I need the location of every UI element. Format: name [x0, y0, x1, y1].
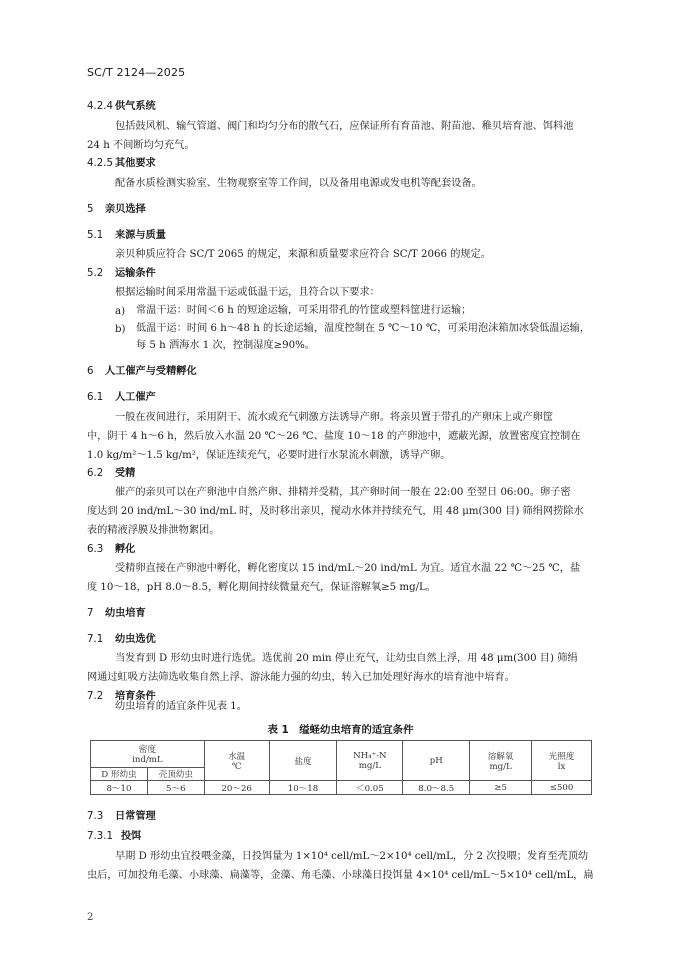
paragraph-line: 亲贝种质应符合 SC/T 2065 的规定，来源和质量要求应符合 SC/T 2066 的规定。: [115, 249, 491, 260]
paragraph-line: 早期 D 形幼虫宜投喂金藻，日投饵量为 1×10⁴ cell/mL～2×10⁴ cell/mL，分 2 次投喂；发育至壳顶幼: [115, 851, 589, 862]
section-title: 亲贝选择: [105, 204, 146, 215]
section-number: 6.2: [87, 468, 104, 479]
list-item-text: 低温干运：时间 6 h～48 h 的长途运输，温度控制在 5 ℃～10 ℃，可采用泡沫箱加冰袋低温运输，: [136, 323, 591, 334]
list-item-text: 常温干运：时间＜6 h 的短途运输，可采用带孔的竹筐或塑料筐进行运输；: [136, 305, 472, 316]
section-number: 7.2: [87, 691, 104, 702]
section-title: 培育条件: [115, 691, 156, 702]
header-unit: lx: [557, 761, 566, 772]
table-cell: 10～18: [269, 781, 337, 795]
section-6-2-heading: [87, 469, 135, 479]
header-d-larva: D 形幼虫: [91, 768, 148, 781]
paragraph-line: 度达到 20 ind/mL～30 ind/mL 时，及时移出亲贝，搅动水体并持续充气，用 48 μm(300 目) 筛绢网捞除水: [87, 506, 584, 517]
table-cell: 8.0～8.5: [403, 781, 470, 795]
paragraph-line: 当发育到 D 形幼虫时进行选优。选优前 20 min 停止充气，让幼虫自然上浮，用 48 μm(300 目) 筛绢: [115, 653, 578, 664]
section-title: 运输条件: [115, 268, 156, 279]
header-label: 光照度: [548, 751, 575, 762]
section-7-3-heading: [87, 812, 156, 822]
table-cell: 5～6: [147, 781, 204, 795]
header-umbo-larva: 壳顶幼虫: [147, 768, 204, 781]
paragraph-line: 度 10～18，pH 8.0～8.5，孵化期间持续微量充气，保证溶解氧≥5 mg/L。: [87, 582, 436, 593]
paragraph-line: 虫后，可加投角毛藻、小球藻、扁藻等，金藻、角毛藻、小球藻日投饵量 4×10⁴ cell/mL～5×10⁴ cell/mL，扁: [87, 870, 594, 881]
header-label: 溶解氧: [487, 751, 514, 762]
table-cell: ＜0.05: [337, 781, 403, 795]
table-cell: 20～26: [204, 781, 269, 795]
section-5-1-heading: [87, 231, 166, 241]
section-number: 5: [87, 204, 94, 215]
section-number: 5.2: [87, 268, 104, 279]
header-label: 密度: [138, 745, 156, 755]
conditions-table: [90, 740, 592, 795]
paragraph-line: 包括鼓风机、输气管道、阀门和均匀分布的散气石，应保证所有育苗池、附苗池、稚贝培育池、饵料池: [115, 121, 574, 132]
section-number: 6.3: [87, 544, 104, 555]
paragraph-line: 一般在夜间进行，采用阴干、流水或充气刺激方法诱导产卵。将亲贝置于带孔的产卵床上或产卵筐: [115, 412, 554, 423]
list-marker-b: b): [115, 324, 126, 335]
paragraph-line: 表的精液浮膜及排泄物絮团。: [87, 525, 220, 536]
header-illuminance: [532, 741, 592, 781]
section-7-heading: [87, 609, 146, 619]
section-title: 人工催产与受精孵化: [105, 366, 197, 377]
table-cell: ≤500: [532, 781, 592, 795]
section-4-2-4-heading: [87, 102, 156, 112]
section-title: 投饵: [121, 831, 142, 842]
section-title: 来源与质量: [115, 230, 166, 241]
header-label: NH₄⁺-N: [353, 750, 387, 761]
section-5-2-heading: [87, 269, 156, 279]
section-number: 4.2.4: [87, 101, 113, 112]
header-label: 水温: [228, 751, 246, 762]
section-6-1-heading: [87, 393, 156, 403]
paragraph-line: 受精卵直接在产卵池中孵化，孵化密度以 15 ind/mL～20 ind/mL 为宜。适宜水温 22 ℃～25 ℃，盐: [115, 563, 581, 574]
paragraph-line: 配备水质检测实验室、生物观察室等工作间，以及备用电源或发电机等配套设备。: [115, 178, 482, 189]
header-ph: pH: [403, 741, 470, 781]
paragraph-line: 根据运输时间采用常温干运或低温干运，且符合以下要求：: [115, 287, 380, 298]
section-number: 7.1: [87, 634, 104, 645]
paragraph-line: 网通过虹吸方法筛选收集自然上浮、游泳能力强的幼虫，转入已加处理好海水的培育池中培育。: [87, 672, 515, 683]
section-6-3-heading: [87, 545, 135, 555]
section-title: 幼虫培育: [105, 608, 146, 619]
paragraph-line: 幼虫培育的适宜条件见表 1。: [115, 701, 247, 712]
section-title: 受精: [115, 468, 136, 479]
table-cell: ≥5: [470, 781, 532, 795]
paragraph-line: 1.0 kg/m²～1.5 kg/m²，保证连续充气，必要时进行水泵流水刺激，诱导产卵。: [87, 450, 451, 461]
section-5-heading: [87, 205, 146, 215]
section-7-3-1-heading: [87, 832, 141, 842]
paragraph-line: 中，阴干 4 h～6 h，然后放入水温 20 ℃～26 ℃、盐度 10～18 的产卵池中，遮蔽光源，放置密度宜控制在: [87, 431, 581, 442]
section-6-heading: [87, 367, 197, 377]
section-number: 7.3: [87, 811, 104, 822]
header-unit: mg/L: [489, 761, 512, 772]
header-dissolved-oxygen: [470, 741, 532, 781]
list-marker-a: a): [115, 306, 126, 317]
section-title: 人工催产: [115, 392, 156, 403]
header-temperature: [204, 741, 269, 781]
page-number: 2: [87, 912, 94, 923]
paragraph-line: 催产的亲贝可以在产卵池中自然产卵、排精并受精，其产卵时间一般在 22:00 至翌日 06:00。卵子密: [115, 487, 571, 498]
header-unit: ind/mL: [132, 755, 163, 765]
section-title: 供气系统: [115, 101, 156, 112]
table-caption: 表 1 缢蛏幼虫培育的适宜条件: [267, 724, 414, 736]
paragraph-line: 24 h 不间断均匀充气。: [87, 140, 195, 151]
section-number: 5.1: [87, 230, 104, 241]
section-7-1-heading: [87, 635, 156, 645]
section-title: 其他要求: [115, 158, 156, 169]
header-salinity: 盐度: [269, 741, 337, 781]
table-row: [91, 781, 592, 795]
section-4-2-5-heading: [87, 159, 156, 169]
section-title: 幼虫选优: [115, 634, 156, 645]
header-density: [91, 741, 205, 768]
section-number: 6: [87, 366, 94, 377]
standard-number-header: SC/T 2124—2025: [87, 66, 186, 79]
header-unit: mg/L: [358, 760, 381, 771]
section-number: 7: [87, 608, 94, 619]
section-number: 6.1: [87, 392, 104, 403]
table-cell: 8～10: [91, 781, 148, 795]
section-title: 孵化: [115, 544, 136, 555]
section-number: 7.3.1: [87, 831, 113, 842]
header-unit: ℃: [231, 761, 242, 772]
section-title: 日常管理: [115, 811, 156, 822]
list-item-text: 每 5 h 洒海水 1 次，控制湿度≥90%。: [136, 340, 315, 351]
section-number: 4.2.5: [87, 158, 113, 169]
header-ammonia: [337, 741, 403, 781]
